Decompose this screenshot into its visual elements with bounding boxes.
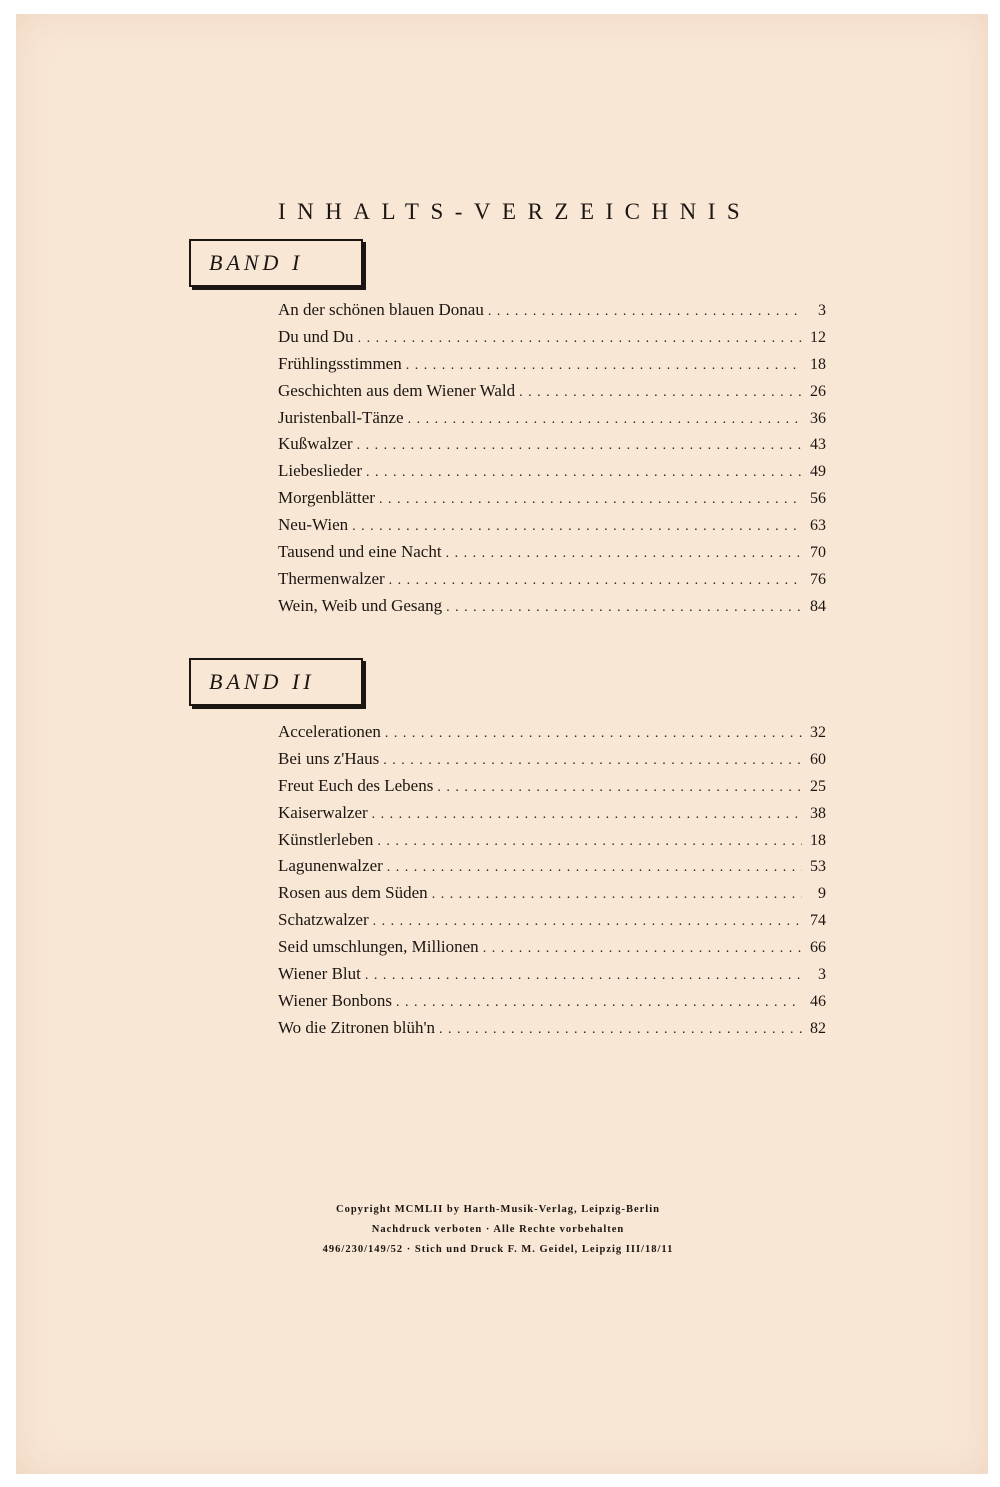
entry-page-number: 82 <box>810 1019 826 1037</box>
dot-leader <box>389 573 802 589</box>
dot-leader <box>379 492 802 508</box>
dot-leader <box>446 600 802 616</box>
entry-page-number: 36 <box>810 409 826 427</box>
toc-entry <box>278 381 826 408</box>
toc-entry <box>278 327 826 354</box>
entry-title: Neu-Wien <box>278 515 349 535</box>
entry-page-number: 18 <box>810 831 826 849</box>
toc-entry <box>278 408 826 435</box>
entry-page-number: 46 <box>810 992 826 1010</box>
entry-page-number: 56 <box>810 490 826 508</box>
toc-entry <box>278 722 826 749</box>
toc-entry <box>278 964 826 991</box>
dot-leader <box>358 331 802 347</box>
dot-leader <box>406 358 802 374</box>
entry-title: Wein, Weib und Gesang <box>278 595 443 615</box>
toc-entry <box>278 803 826 830</box>
band-i-contents <box>278 300 826 623</box>
toc-entry <box>278 1018 826 1045</box>
toc-entry <box>278 856 826 883</box>
rights-line: Nachdruck verboten · Alle Rechte vorbehalten <box>371 1224 625 1235</box>
dot-leader <box>383 753 802 769</box>
entry-title: Wo die Zitronen blüh'n <box>278 1017 436 1037</box>
band-ii-label: BAND II <box>189 658 363 706</box>
entry-title: An der schönen blauen Donau <box>278 300 484 319</box>
toc-entry <box>278 749 826 776</box>
entry-title: Wiener Blut <box>278 964 361 984</box>
dot-leader <box>372 807 802 823</box>
dot-leader <box>385 726 802 742</box>
entry-page-number: 53 <box>810 858 826 876</box>
copyright-line: Copyright MCMLII by Harth-Musik-Verlag, Leipzig-Berlin <box>336 1204 660 1215</box>
dot-leader <box>408 412 802 428</box>
entry-page-number: 18 <box>810 355 826 373</box>
entry-title: Juristenball-Tänze <box>278 407 404 427</box>
toc-entry <box>278 515 826 542</box>
entry-page-number: 3 <box>818 966 826 984</box>
toc-entry <box>278 830 826 857</box>
dot-leader <box>483 941 802 957</box>
toc-entry <box>278 569 826 596</box>
entry-title: Bei uns z'Haus <box>278 748 380 768</box>
entry-page-number: 76 <box>810 570 826 588</box>
dot-leader <box>519 385 802 401</box>
entry-title: Geschichten aus dem Wiener Wald <box>278 380 516 400</box>
dot-leader <box>387 860 802 876</box>
entry-title: Accelerationen <box>278 722 381 741</box>
entry-page-number: 43 <box>810 436 826 454</box>
toc-entry <box>278 883 826 910</box>
imprint <box>278 1200 718 1260</box>
entry-title: Rosen aus dem Süden <box>278 883 428 903</box>
document-page <box>16 14 988 1474</box>
entry-title: Freut Euch des Lebens <box>278 775 434 795</box>
dot-leader <box>357 438 802 454</box>
entry-page-number: 63 <box>810 517 826 535</box>
entry-title: Schatzwalzer <box>278 910 369 930</box>
entry-title: Wiener Bonbons <box>278 990 393 1010</box>
toc-entry <box>278 910 826 937</box>
band-i-label: BAND I <box>189 239 363 287</box>
entry-title: Thermenwalzer <box>278 568 385 588</box>
dot-leader <box>352 519 802 535</box>
entry-page-number: 84 <box>810 597 826 615</box>
entry-page-number: 25 <box>810 777 826 795</box>
dot-leader <box>365 968 802 984</box>
dot-leader <box>446 546 802 562</box>
entry-title: Morgenblätter <box>278 488 375 508</box>
toc-entry <box>278 542 826 569</box>
entry-title: Frühlingsstimmen <box>278 353 402 373</box>
entry-page-number: 74 <box>810 912 826 930</box>
entry-title: Künstlerleben <box>278 829 374 849</box>
dot-leader <box>432 887 802 903</box>
entry-title: Lagunenwalzer <box>278 856 383 876</box>
entry-page-number: 12 <box>810 328 826 346</box>
dot-leader <box>439 1022 802 1038</box>
entry-page-number: 60 <box>810 750 826 768</box>
toc-entry <box>278 434 826 461</box>
dot-leader <box>437 780 802 796</box>
dot-leader <box>373 914 802 930</box>
toc-entry <box>278 776 826 803</box>
entry-page-number: 70 <box>810 544 826 562</box>
entry-title: Kaiserwalzer <box>278 802 368 822</box>
entry-page-number: 38 <box>810 804 826 822</box>
band-ii-contents <box>278 722 826 1045</box>
toc-entry <box>278 461 826 488</box>
entry-page-number: 66 <box>810 939 826 957</box>
toc-entry <box>278 300 826 327</box>
toc-entry <box>278 488 826 515</box>
entry-title: Du und Du <box>278 326 354 346</box>
entry-title: Liebeslieder <box>278 461 363 481</box>
toc-entry <box>278 991 826 1018</box>
entry-title: Tausend und eine Nacht <box>278 542 442 562</box>
toc-entry <box>278 596 826 623</box>
dot-leader <box>366 465 802 481</box>
dot-leader <box>488 304 802 320</box>
entry-page-number: 26 <box>810 382 826 400</box>
dot-leader <box>377 834 802 850</box>
printer-line: 496/230/149/52 · Stich und Druck F. M. Geidel, Leipzig III/18/11 <box>322 1244 674 1255</box>
entry-page-number: 49 <box>810 463 826 481</box>
toc-entry <box>278 937 826 964</box>
entry-title: Kußwalzer <box>278 434 353 454</box>
entry-page-number: 9 <box>818 885 826 903</box>
page-title: INHALTS-VERZEICHNIS <box>278 199 752 224</box>
dot-leader <box>396 995 802 1011</box>
entry-page-number: 32 <box>810 724 826 741</box>
entry-title: Seid umschlungen, Millionen <box>278 937 479 957</box>
entry-page-number: 3 <box>818 302 826 319</box>
toc-entry <box>278 354 826 381</box>
